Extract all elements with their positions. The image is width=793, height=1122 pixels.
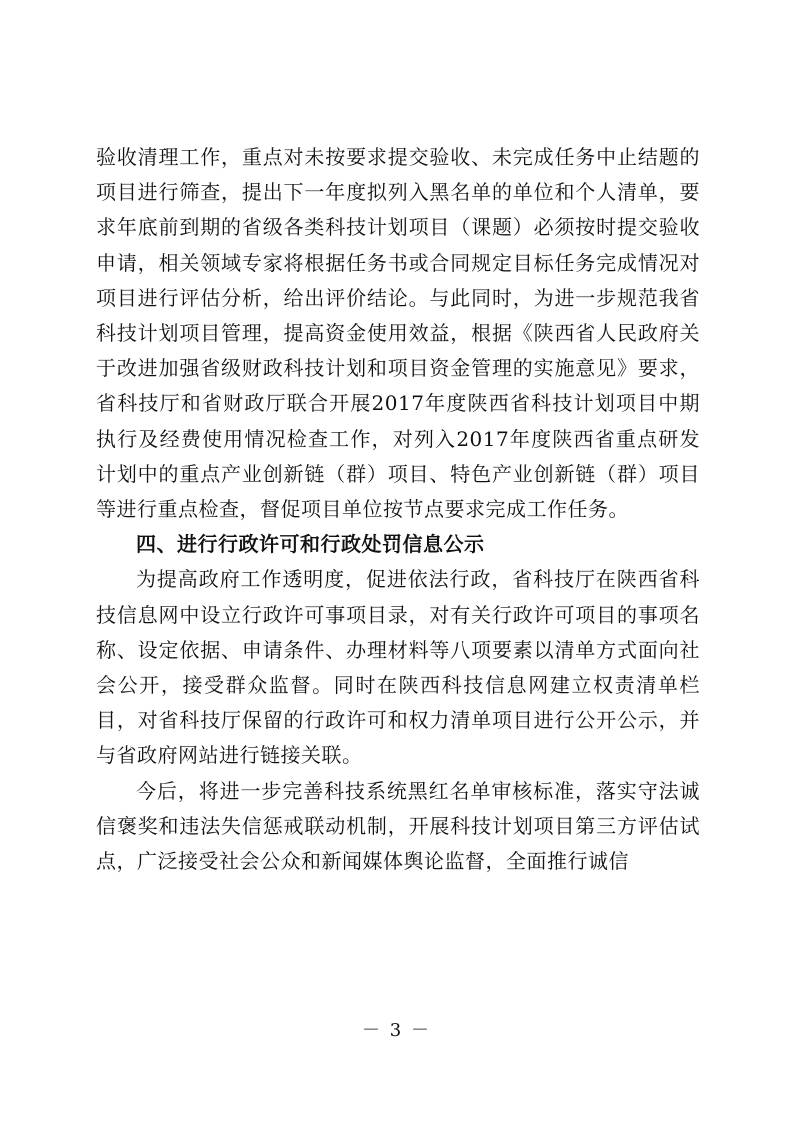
body-paragraph-continued: 验收清理工作，重点对未按要求提交验收、未完成任务中止结题的项目进行筛查，提出下一年度拟列入黑名单的单位和个人清单，要求年底前到期的省级各类科技计划项目（课题）必须按时提交验收申请，相关领域专家将根据任务书或合同规定目标任务完成情况对项目进行评估分析，给出评价结论。与此同时，为进一步规范我省科技计划项目管理，提高资金使用效益，根据《陕西省人民政府关于改进加强省级财政科技计划和项目资金管理的实施意见》要求，省科技厅和省财政厅联合开展2017年度陕西省科技计划项目中期执行及经费使用情况检查工作，对列入2017年度陕西省重点研发计划中的重点产业创新链（群）项目、特色产业创新链（群）项目等进行重点检查，督促项目单位按节点要求完成工作任务。 bbox=[96, 145, 700, 522]
body-paragraph-info-disclosure: 为提高政府工作透明度，促进依法行政，省科技厅在陕西省科技信息网中设立行政许可事项目录，对有关行政许可项目的事项名称、设定依据、申请条件、办理材料等八项要素以清单方式面向社会公开，接受群众监督。同时在陕西科技信息网建立权责清单栏目，对省科技厅保留的行政许可和权力清单项目进行公开公示，并与省政府网站进行链接关联。 bbox=[96, 567, 700, 768]
document-body bbox=[96, 140, 700, 879]
section-heading: 四、进行行政许可和行政处罚信息公示 bbox=[136, 532, 485, 557]
page-number: － 3 － bbox=[362, 1020, 431, 1041]
body-paragraph-future-plans: 今后，将进一步完善科技系统黑红名单审核标准，落实守法诚信褒奖和违法失信惩戒联动机制，开展科技计划项目第三方评估试点，广泛接受社会公众和新闻媒体舆论监督，全面推行诚信 bbox=[96, 778, 700, 874]
